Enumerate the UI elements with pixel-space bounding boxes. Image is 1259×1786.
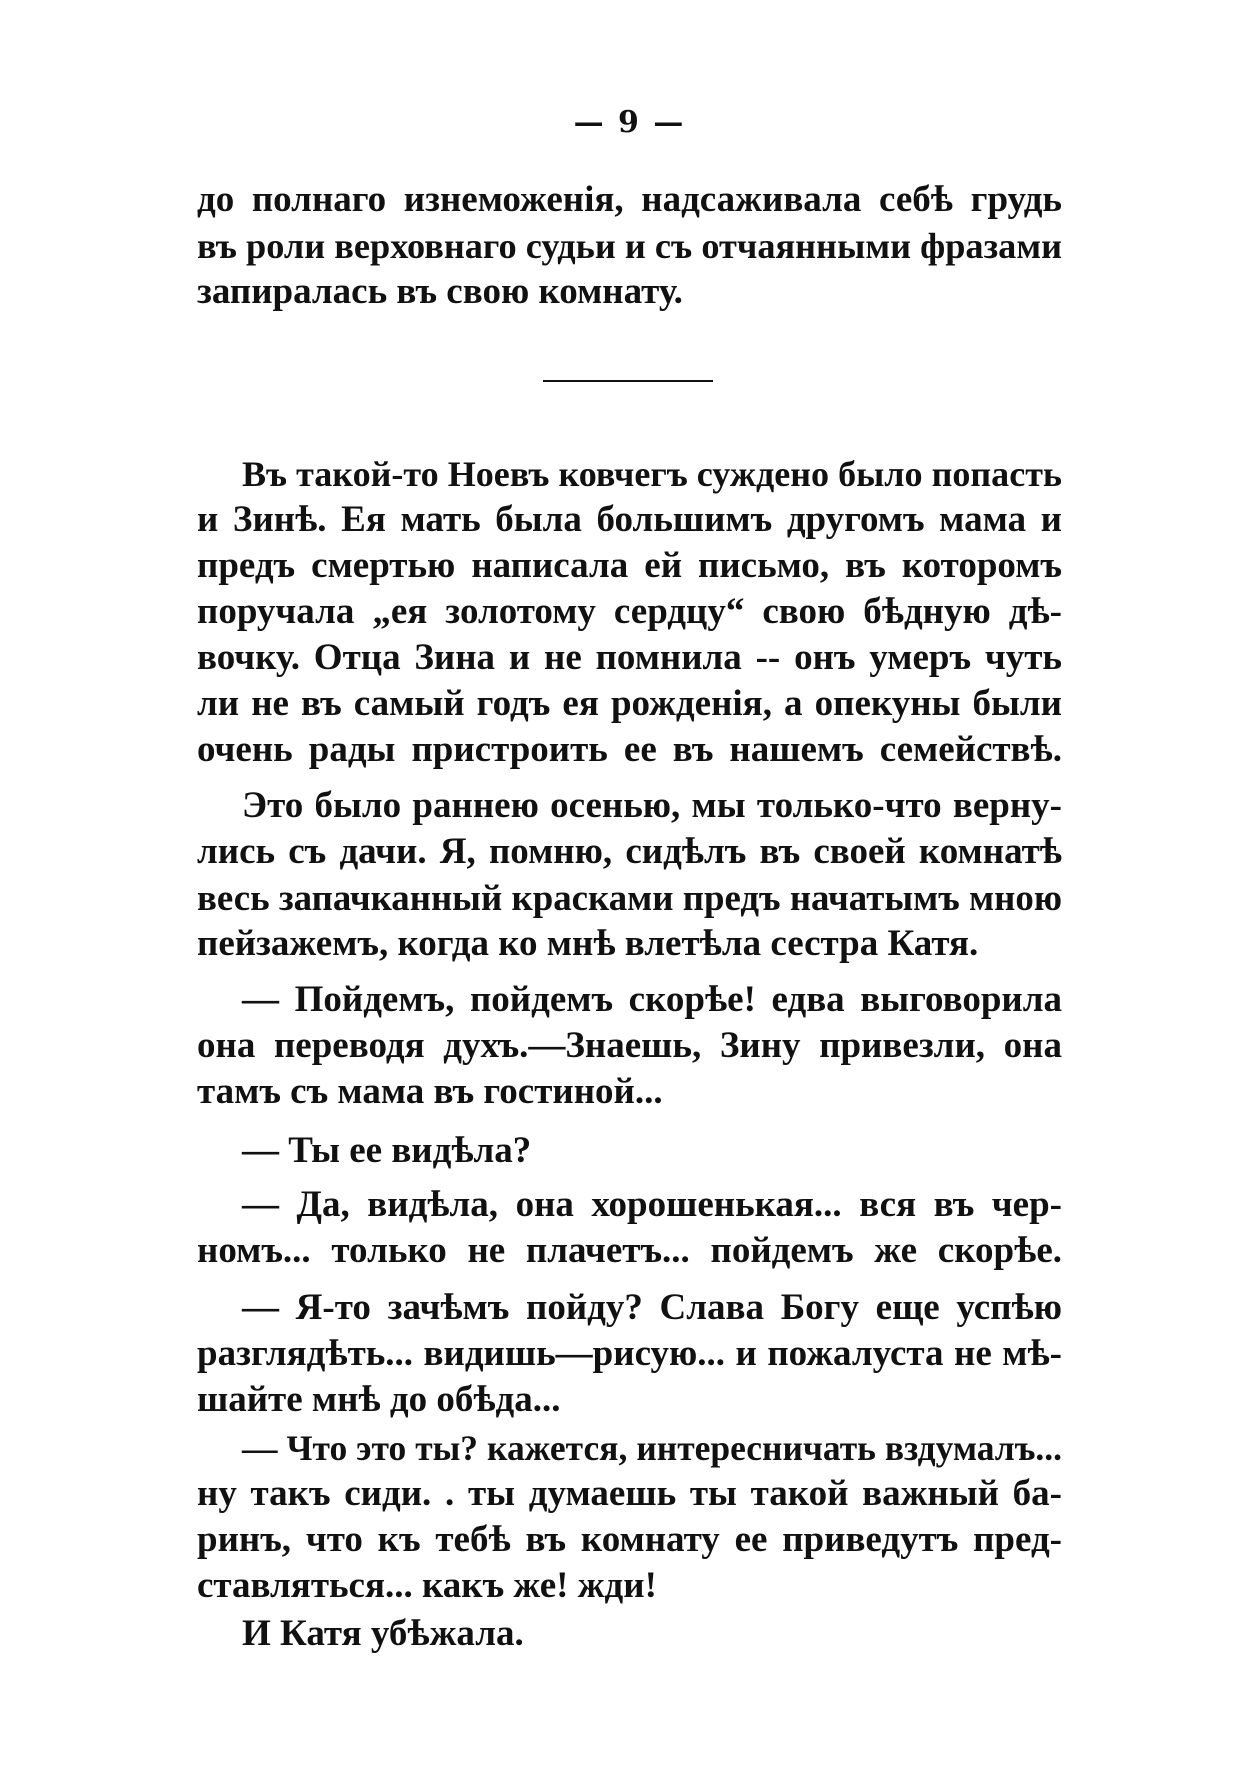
text-line: — Что это ты? кажется, интересничать вздумалъ...	[242, 1428, 1062, 1468]
paragraph	[197, 1285, 1062, 1423]
text-line: предъ смертью написала ей письмо, въ которомъ	[197, 545, 1062, 586]
paragraph	[197, 1425, 1062, 1609]
text-line: Это было раннею осенью, мы только-что верну-	[242, 785, 1062, 826]
text-line: ну такъ сиди. . ты думаешь ты такой важный ба-	[197, 1473, 1062, 1514]
paragraph	[197, 1182, 1062, 1274]
text-line: — Пойдемъ, пойдемъ скорѣе! едва выговорила	[242, 979, 1062, 1020]
paragraph	[197, 977, 1062, 1115]
section-divider	[543, 380, 713, 382]
text-line: ринъ, что къ тебѣ въ комнату ее приведутъ пред-	[197, 1519, 1062, 1560]
paragraph	[197, 451, 1062, 773]
text-line: — Я-то зачѣмъ пойду? Слава Богу еще успѣю	[242, 1287, 1062, 1328]
text-line: и Зинѣ. Ея мать была большимъ другомъ мама и	[197, 499, 1062, 540]
text-line: весь запачканный красками предъ начатымъ мною	[197, 877, 1062, 918]
paragraph	[197, 1128, 1062, 1174]
paragraph	[197, 177, 1062, 315]
page-number: — 9 —	[573, 105, 686, 140]
text-line: вочку. Отца Зина и не помнила -- онъ умеръ чуть	[197, 637, 1062, 678]
text-line: лись съ дачи. Я, помню, сидѣлъ въ своей комнатѣ	[197, 831, 1062, 872]
text-line: она переводя духъ.—Знаешь, Зину привезли, она	[197, 1025, 1062, 1066]
text-line: Въ такой-то Ноевъ ковчегъ суждено было попасть	[242, 454, 1062, 494]
text-line: тамъ съ мама въ гостиной...	[197, 1071, 663, 1112]
text-line: до полнаго изнеможенія, надсаживала себѣ грудь	[197, 179, 1062, 220]
text-line: очень рады пристроить ее въ нашемъ семействѣ.	[197, 729, 1062, 770]
paragraph	[197, 783, 1062, 967]
text-line: запиралась въ свою комнату.	[197, 271, 683, 312]
text-line: ли не въ самый годъ ея рожденія, а опекуны были	[197, 683, 1062, 724]
text-line: — Да, видѣла, она хорошенькая... вся въ чер-	[242, 1184, 1062, 1225]
text-line: номъ... только не плачетъ... пойдемъ же скорѣе.	[197, 1230, 1062, 1271]
text-line: пейзажемъ, когда ко мнѣ влетѣла сестра Катя.	[197, 923, 979, 964]
paragraph	[197, 1611, 1062, 1657]
text-line: въ роли верховнаго судьи и съ отчаянными фразами	[197, 226, 1062, 266]
text-line: И Катя убѣжала.	[242, 1613, 524, 1654]
text-line: шайте мнѣ до обѣда...	[197, 1379, 561, 1420]
text-line: — Ты ее видѣла?	[242, 1130, 532, 1171]
text-line: разглядѣть... видишь—рисую... и пожалуста не мѣ-	[197, 1333, 1062, 1374]
text-line: ставляться... какъ же! жди!	[197, 1565, 657, 1606]
text-line: поручала „ея золотому сердцу“ свою бѣдную дѣ-	[197, 591, 1062, 632]
